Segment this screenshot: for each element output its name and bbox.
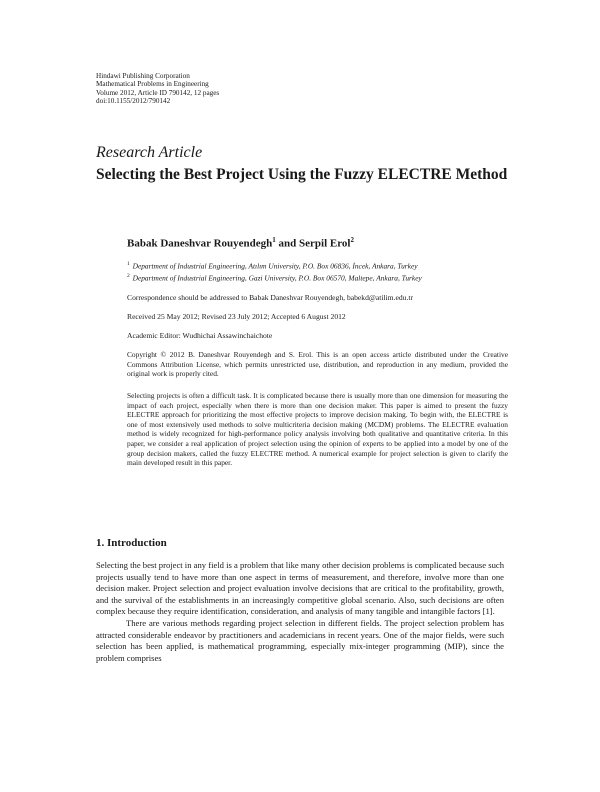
affiliation (127, 271, 422, 283)
paragraph: There are various methods regarding project selection in different fields. The project selection problem has attracted considerable endeavor by practitioners and academicians in recent years. One of the major fields, were such selection has been applied, is mathematical programming, especially mix-integer programming (MIP), since the problem comprises (96, 617, 504, 663)
volume-info: Volume 2012, Article ID 790142, 12 pages (96, 88, 220, 97)
academic-editor: Academic Editor: Wudhichai Assawinchaichote (127, 331, 273, 340)
abstract: Selecting projects is often a difficult task. It is complicated because there is usually more than one dimension for measuring the impact of each project, especially when there is more than one decision maker. This paper is aimed to present the fuzzy ELECTRE approach for prioritizing the most effective projects to improve decision making. To begin with, the ELECTRE is one of most extensively used methods to solve multicriteria decision making (MCDM) problems. The ELECTRE evaluation method is widely recognized for high-performance policy analysis involving both qualitative and quantitative criteria. In this paper, we consider a real application of project selection using the opinion of experts to be applied into a model by one of the group decision makers, called the fuzzy ELECTRE method. A numerical example for project selection is given to clarify the main developed result in this paper. (127, 391, 508, 468)
publisher: Hindawi Publishing Corporation (96, 72, 190, 80)
author-name: Serpil Erol (299, 237, 351, 250)
affiliation-text: Department of Industrial Engineering, Gazi University, P.O. Box 06570, Maltepe, Ankara, Turkey (132, 273, 422, 283)
affiliation-text: Department of Industrial Engineering, Atılım University, P.O. Box 06836, İncek, Ankara, Turkey (132, 261, 418, 271)
copyright-notice: Copyright © 2012 B. Daneshvar Rouyendegh and S. Erol. This is an open access article distributed under the Creative Commons Attribution License, which permits unrestricted use, distribution, and reproduction in any medium, provided the original work is properly cited. (127, 350, 508, 379)
correspondence: Correspondence should be addressed to Babak Daneshvar Rouyendegh, babekd@atilim.edu.tr (127, 293, 413, 302)
paragraph: Selecting the best project in any field is a problem that like many other decision problems is complicated because such projects usually tend to have more than one aspect in terms of measurement, and therefore, involve more than one decision maker. Project selection and project evaluation involve decisions that are critical to the profitability, growth, and the survival of the establishments in an increasingly competitive global scenario. Also, such decisions are often complex because they require identification, consideration, and analysis of many tangible and intangible factors [1]. (96, 560, 504, 617)
paper-title: Selecting the Best Project Using the Fuzzy ELECTRE Method (96, 166, 508, 183)
affiliation (127, 259, 422, 271)
section-heading: 1. Introduction (96, 537, 167, 549)
affiliation-mark: 2 (127, 273, 130, 280)
author-connector: and (275, 237, 300, 250)
author-list (127, 236, 354, 250)
affiliations (127, 259, 422, 284)
doi: doi:10.1155/2012/790142 (96, 97, 171, 106)
article-type: Research Article (96, 144, 203, 161)
author-affiliation-mark: 1 (272, 236, 276, 244)
author-affiliation-mark: 2 (350, 236, 354, 244)
introduction-body (96, 560, 504, 664)
received-dates: Received 25 May 2012; Revised 23 July 2012; Accepted 6 August 2012 (127, 312, 346, 321)
publication-info (96, 72, 219, 106)
author-name: Babak Daneshvar Rouyendegh (127, 237, 273, 250)
journal-name: Mathematical Problems in Engineering (96, 80, 209, 89)
affiliation-mark: 1 (127, 261, 130, 267)
